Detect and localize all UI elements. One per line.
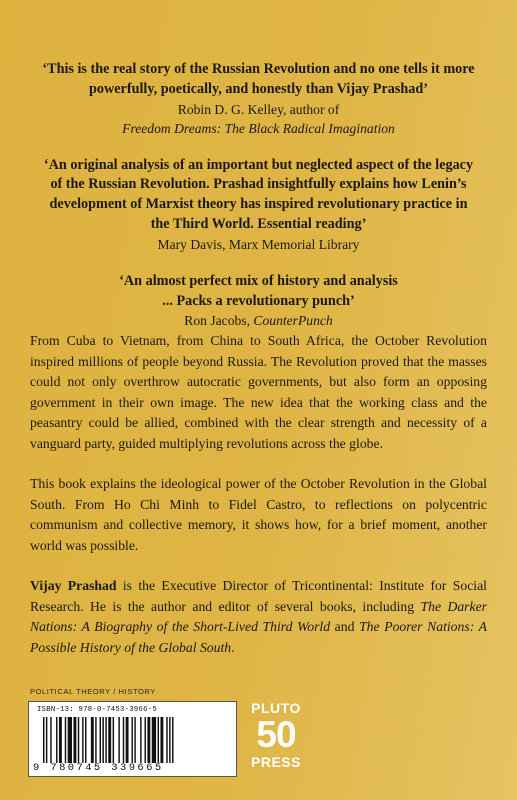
endorsement-davis xyxy=(30,156,487,254)
barcode-bar xyxy=(118,717,119,763)
barcode-bar xyxy=(102,717,103,763)
barcode-bar xyxy=(59,717,62,763)
description-paragraph: From Cuba to Vietnam, from China to South Africa, the October Revolution inspired millions of people beyond Russia. The Revolution proved that the masses could not only overthrow autocratic governments, but also form an opposing government in their own image. The new idea that the working class and the peasantry could be allied, combined with the clear strength and necessity of a vanguard party, guided multiplying revolutions across the globe. xyxy=(30,333,487,451)
barcode-bar xyxy=(43,717,44,763)
barcode-digits: 9 780745 339665 xyxy=(33,762,164,774)
barcode-bar xyxy=(65,717,66,763)
barcode-bar xyxy=(68,717,72,763)
barcode-bar xyxy=(100,717,101,763)
barcode-bar xyxy=(158,717,159,763)
barcode-bar xyxy=(172,717,173,763)
author-name: Vijay Prashad xyxy=(30,578,117,593)
barcode-bar xyxy=(123,717,124,763)
barcode-bar xyxy=(95,717,96,763)
barcode-bar xyxy=(105,717,106,763)
book-description xyxy=(30,331,487,678)
barcode-bar xyxy=(140,717,141,763)
barcode xyxy=(28,701,237,777)
isbn-label: ISBN-13: 978-0-7453-3966-5 xyxy=(37,706,157,714)
barcode-bar xyxy=(46,717,47,763)
barcode-bar xyxy=(91,717,94,763)
logo-fifty-text: 50 xyxy=(256,714,296,755)
logo-press-text: PRESS xyxy=(251,754,301,770)
quote-attribution: Mary Davis, Marx Memorial Library xyxy=(157,236,360,252)
barcode-bar xyxy=(126,717,129,763)
barcode-bar xyxy=(134,717,135,763)
barcode-bar xyxy=(145,717,146,763)
quote-text: ‘This is the real story of the Russian Revolution and no one tells it more powerfully, poetically, and honestly than Vijay Prashad’ xyxy=(42,61,475,97)
barcode-bar xyxy=(78,717,79,763)
quote-text: ‘An almost perfect mix of history and analysis ... Packs a revolutionary punch’ xyxy=(119,272,398,309)
endorsement-jacobs xyxy=(30,272,487,331)
quote-attribution: Ron Jacobs, CounterPunch xyxy=(184,313,333,329)
pluto-press-50-logo xyxy=(247,700,305,780)
barcode-bar xyxy=(147,717,150,763)
description-paragraph: This book explains the ideological power of the October Revolution in the Global South. From Ho Chi Minh to Fidel Castro, to reflections on polycentric communism and collective memory, it shows how, for a brief moment, another world was possible. xyxy=(30,476,487,553)
barcode-bar xyxy=(73,717,76,763)
barcode-bar xyxy=(56,717,57,763)
barcode-bar xyxy=(113,717,114,763)
barcode-bar xyxy=(169,717,170,763)
quote-text: ‘An original analysis of an important but neglected aspect of the legacy of the Russian Revolution. Prashad insightfully explains how Lenin’s development of Marxist theory has inspired revolutionary practice in the Third World. Essential reading’ xyxy=(43,156,474,232)
quote-attribution: Robin D. G. Kelley, author of Freedom Dreams: The Black Radical Imagination xyxy=(122,101,395,136)
endorsement-kelley xyxy=(30,60,487,138)
barcode-bar xyxy=(160,717,163,763)
barcode-bar xyxy=(82,717,83,763)
book-title: The Darker Nations: A Biography of the Short-Lived Third World xyxy=(30,598,487,634)
barcode-bar xyxy=(85,717,86,763)
barcode-bars xyxy=(43,717,231,763)
barcode-bar xyxy=(152,717,156,763)
barcode-bar xyxy=(50,717,51,763)
subject-category: POLITICAL THEORY / HISTORY xyxy=(30,687,156,696)
barcode-bar xyxy=(166,717,167,763)
book-title: The Poorer Nations: A Possible History of the Global South xyxy=(30,619,487,655)
author-bio: Vijay Prashad is the Executive Director of Tricontinental: Institute for Social Research. He is the author and editor of several books, including The Darker Nations: A Biography of the Short-Lived Third World and The Poorer Nations: A Possible History of the Global South. xyxy=(30,578,487,655)
barcode-bar xyxy=(131,717,132,763)
endorsements xyxy=(30,60,487,330)
logo-pluto-text: PLUTO xyxy=(251,700,301,716)
barcode-bar xyxy=(108,717,111,763)
